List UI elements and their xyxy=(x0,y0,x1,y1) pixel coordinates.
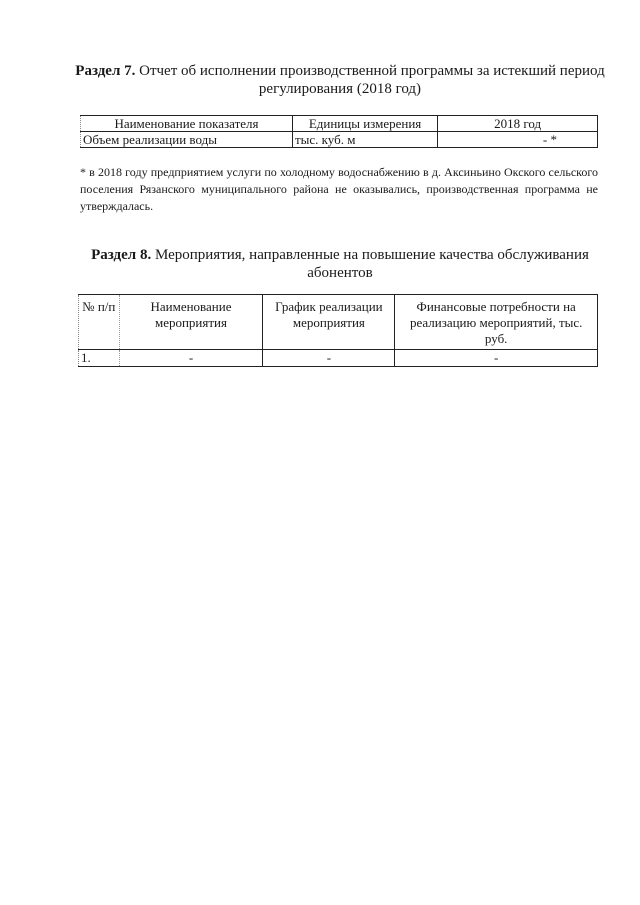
cell-units: тыс. куб. м xyxy=(292,132,437,148)
section7-title xyxy=(70,62,610,98)
section8-title-text: Мероприятия, направленные на повышение качества обслуживания абонентов xyxy=(154,247,589,281)
section8-title xyxy=(70,246,610,282)
cell-financial-needs: - xyxy=(395,350,598,367)
section8-table xyxy=(78,294,598,367)
cell-indicator-name: Объем реализации воды xyxy=(81,132,293,148)
cell-measure-name: - xyxy=(119,350,263,367)
section7-footnote: * в 2018 году предприятием услуги по холодному водоснабжению в д. Аксиньино Окского сельского поселения Рязанского муниципального района не оказывались, производственная программа не утверждалась. xyxy=(80,165,598,213)
cell-schedule: - xyxy=(263,350,395,367)
table-row xyxy=(81,132,598,148)
header-year: 2018 год xyxy=(438,116,598,132)
header-measure-name: Наименование мероприятия xyxy=(119,295,263,350)
section7-label: Раздел 7. xyxy=(75,63,136,79)
header-number: № п/п xyxy=(79,295,120,350)
table-header-row xyxy=(79,295,598,350)
header-financial-needs: Финансовые потребности на реализацию мероприятий, тыс. руб. xyxy=(395,295,598,350)
section7-table xyxy=(80,115,598,148)
cell-year-value: - * xyxy=(438,132,598,148)
section7-title-text: Отчет об исполнении производственной программы за истекший период регулирования (2018 год) xyxy=(139,63,605,97)
table-row xyxy=(79,350,598,367)
table-header-row xyxy=(81,116,598,132)
header-schedule: График реализации мероприятия xyxy=(263,295,395,350)
section8-label: Раздел 8. xyxy=(91,247,152,263)
header-units: Единицы измерения xyxy=(292,116,437,132)
cell-number: 1. xyxy=(79,350,120,367)
header-indicator-name: Наименование показателя xyxy=(81,116,293,132)
